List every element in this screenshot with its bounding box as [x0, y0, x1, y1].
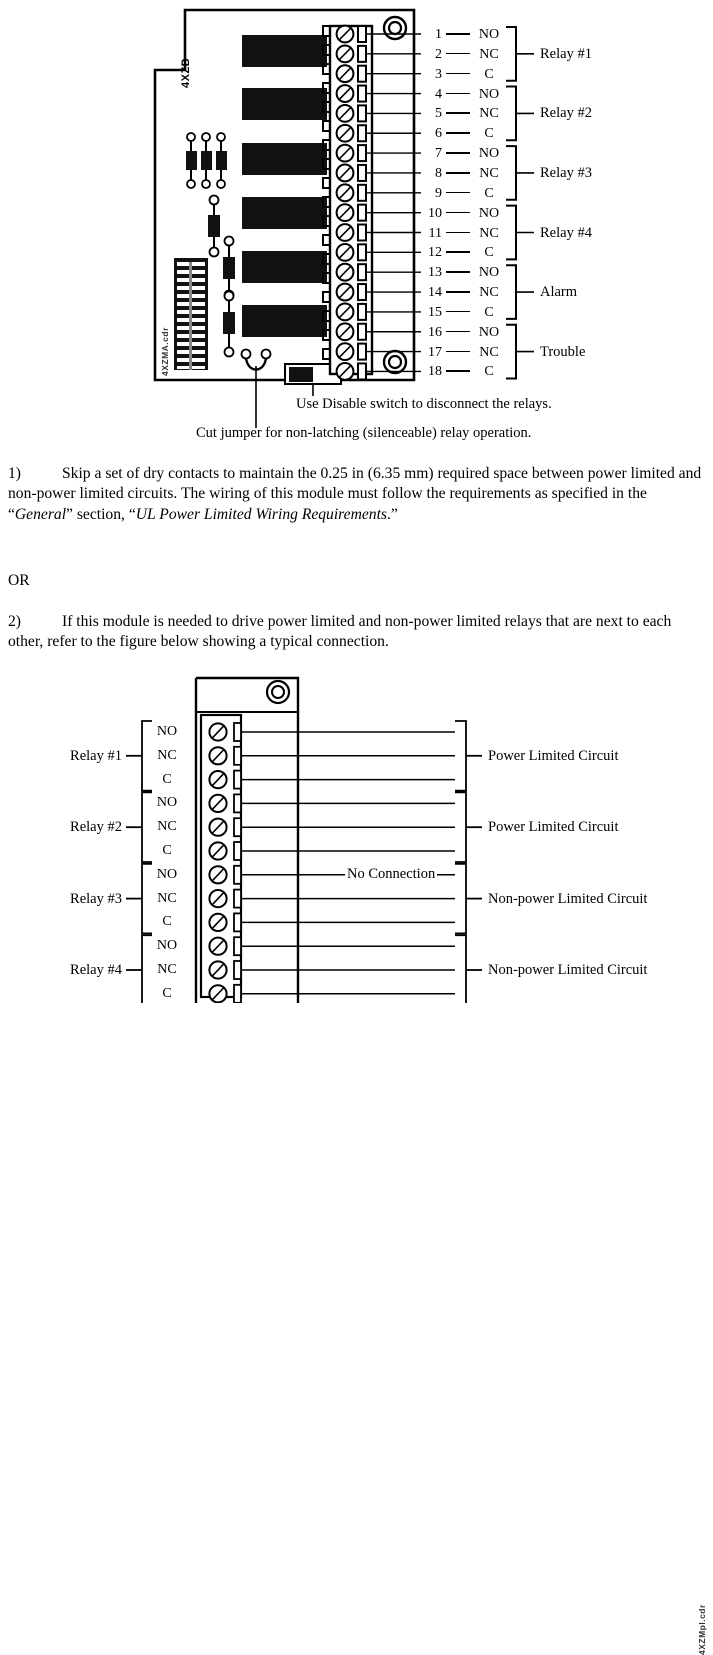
terminal-function: NO — [478, 86, 500, 102]
terminal-function: NC — [479, 165, 499, 181]
terminal-number: 9 — [435, 185, 442, 201]
terminal-number: 15 — [428, 304, 442, 320]
terminal-function: NC — [479, 46, 499, 62]
contact-function-label: C — [162, 771, 172, 787]
terminal-number: 13 — [428, 265, 442, 281]
relay-group-label: Relay #2 — [540, 105, 592, 122]
board-silkscreen-label: 4XZB — [180, 57, 192, 88]
figure-typical-connection — [0, 660, 713, 1655]
terminal-function: C — [484, 126, 494, 142]
drawing-id-figure2: 4XZMpl.cdr — [697, 1604, 707, 1655]
caption-disable-switch: Use Disable switch to disconnect the relays. — [296, 396, 552, 412]
relay-group-label: Relay #3 — [540, 164, 592, 181]
terminal-function: NO — [478, 324, 500, 340]
terminal-number: 14 — [428, 285, 442, 301]
item-1-text-part-3: .” — [386, 505, 398, 523]
no-connection-label: No Connection — [347, 865, 436, 882]
terminal-function: NC — [479, 225, 499, 241]
relay-group-label: Alarm — [540, 284, 578, 301]
terminal-function: NO — [478, 146, 500, 162]
contact-function-label: NC — [157, 747, 177, 763]
terminal-number: 10 — [428, 205, 442, 221]
item-2-number: 2) — [8, 613, 21, 630]
terminal-function: NC — [479, 285, 499, 301]
relay-label: Relay #1 — [70, 747, 122, 764]
terminal-function: C — [484, 66, 494, 82]
terminal-number: 3 — [435, 66, 442, 82]
terminal-number: 12 — [428, 245, 442, 261]
figure2-label-overlay — [0, 660, 713, 1003]
relay-group-label: Relay #1 — [540, 45, 592, 62]
terminal-function: NC — [479, 344, 499, 360]
item-1-text-part-2: ” section, “ — [66, 505, 136, 523]
contact-function-label: C — [162, 985, 172, 1001]
contact-function-label: NO — [156, 938, 178, 954]
contact-function-label: NC — [157, 962, 177, 977]
caption-leaders — [0, 0, 713, 450]
item-1-italic-general: General — [14, 505, 67, 523]
item-1-number: 1) — [8, 465, 21, 482]
contact-function-label: C — [162, 843, 172, 858]
circuit-type-label: Power Limited Circuit — [488, 819, 619, 836]
or-separator: OR — [8, 572, 30, 589]
instruction-item-2 — [8, 612, 708, 653]
contact-function-label: NO — [156, 724, 178, 739]
terminal-number: 2 — [435, 46, 442, 62]
contact-function-label: NC — [157, 819, 177, 835]
item-1-text-part-1: Skip a set of dry contacts to maintain the 0.25 in (6.35 mm) required space between power limited and non-power limited circuits. The wiring of this module must follow the requirements as specified in the “ — [8, 465, 702, 523]
terminal-number: 6 — [435, 126, 442, 142]
terminal-number: 16 — [428, 324, 442, 340]
terminal-number: 7 — [435, 146, 442, 162]
relay-group-label: Relay #4 — [540, 224, 592, 241]
contact-function-label: NO — [156, 795, 178, 811]
terminal-number: 18 — [428, 364, 442, 380]
terminal-number: 11 — [428, 225, 442, 241]
drawing-id-figure1: 4XZMA.cdr — [160, 327, 170, 376]
contact-function-label: C — [162, 914, 172, 930]
circuit-type-label: Non-power Limited Circuit — [488, 962, 648, 978]
terminal-function: NO — [478, 27, 500, 42]
contact-function-label: NO — [156, 866, 178, 882]
caption-cut-jumper: Cut jumper for non-latching (silenceable) relay operation. — [196, 425, 532, 441]
relay-group-label: Trouble — [540, 343, 586, 360]
terminal-number: 8 — [435, 165, 442, 181]
terminal-function: C — [484, 245, 494, 261]
terminal-function: NC — [479, 106, 499, 122]
relay-label: Relay #3 — [70, 890, 122, 907]
relay-label: Relay #2 — [70, 819, 122, 836]
terminal-function: C — [484, 304, 494, 320]
item-2-text: If this module is needed to drive power limited and non-power limited relays that are next to each other, refer to the figure below showing a typical connection. — [8, 613, 672, 651]
terminal-function: C — [484, 364, 494, 380]
instruction-item-1 — [8, 464, 708, 525]
terminal-function: NO — [478, 265, 500, 281]
figure-relay-module-board — [0, 0, 713, 450]
item-1-italic-ul-requirements: UL Power Limited Wiring Requirements — [135, 505, 387, 523]
terminal-function: C — [484, 185, 494, 201]
circuit-type-label: Non-power Limited Circuit — [488, 890, 648, 907]
terminal-number: 4 — [435, 86, 442, 102]
relay-label: Relay #4 — [70, 962, 122, 978]
terminal-number: 5 — [435, 106, 442, 122]
terminal-number: 1 — [435, 27, 442, 42]
terminal-function: NO — [478, 205, 500, 221]
terminal-number: 17 — [428, 344, 442, 360]
circuit-type-label: Power Limited Circuit — [488, 747, 619, 764]
contact-function-label: NC — [157, 890, 177, 906]
